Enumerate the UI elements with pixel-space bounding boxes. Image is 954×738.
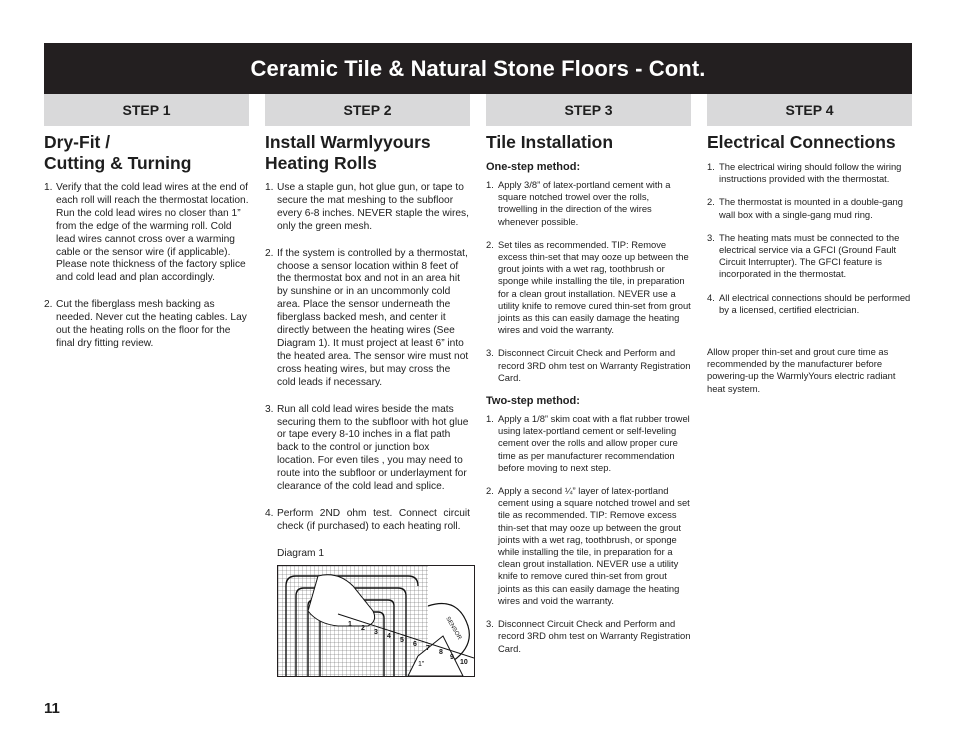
item-number: 1. [486, 179, 494, 190]
item-number: 2. [44, 299, 53, 311]
item-text: Apply a 1/8” skim coat with a flat rubber trowel using latex-portland cement or self-leveling cement over the rolls and allow proper cure time as per manufacturer recommendation before moving to next step. [498, 413, 690, 473]
item-text: Set tiles as recommended. TIP: Remove excess thin-set that may ooze up between the grout joints with a wet rag, toothbrush or sponge while installing the tile, in preparation for a clean grout installation. NEVER use a utility knife to remove cured thin-set from grout joints as this can easily damage the heating wires and void the warranty. [498, 238, 691, 336]
ruler-tick: 8 [439, 648, 443, 656]
list-item [265, 508, 470, 534]
step-2-heading-line-1: Install Warmlyyours [265, 132, 431, 152]
item-text: The heating mats must be connected to the electrical service via a GFCI (Ground Fault Circuit Interrupter). The GFCI feature is incorporated in the thermostat. [719, 231, 900, 280]
ruler-tick: 6 [413, 640, 417, 648]
dimension-label: 1” [418, 660, 425, 668]
list-item [44, 182, 249, 285]
title-bar [44, 43, 912, 94]
item-number: 1. [44, 182, 53, 193]
step-3-tab: STEP 3 [486, 94, 691, 126]
list-item [486, 413, 691, 474]
step-4-list [707, 161, 912, 316]
item-number: 2. [486, 238, 494, 250]
item-number: 2. [486, 485, 494, 497]
list-item [707, 196, 912, 220]
item-text: Apply a second ¼” layer of latex-portland cement using a square notched trowel and set tile as recommended. TIP: Remove excess thin-set that may ooze up between the grout joints with a wet rag, toothbrush, or sponge while installing the tile, in preparation for a clean grout installation. NEVER use a utility knife to remove cured thin-set from grout joints as this can easily damage the heating wires and void the warranty. [498, 485, 690, 606]
one-step-list [486, 179, 691, 384]
ruler-tick: 7 [426, 644, 430, 652]
diagram-1 [277, 565, 475, 677]
one-step-method-heading: One-step method: [486, 161, 581, 173]
two-step-method-heading: Two-step method: [486, 395, 580, 408]
item-number: 1. [486, 413, 494, 425]
ruler-tick: 9 [450, 653, 454, 661]
item-text: Cut the fiberglass mesh backing as needed. Never cut the heating cables. Lay out the heating rolls on the floor for the final dry fitting review. [56, 299, 247, 349]
list-item [486, 179, 691, 228]
list-item [486, 347, 691, 384]
item-number: 3. [486, 347, 494, 359]
cure-time-note: Allow proper thin-set and grout cure time as recommended by the manufacturer before powering-up the WarmlyYours electric radiant heat system. [707, 346, 896, 394]
step-1-column [44, 132, 249, 365]
item-text: All electrical connections should be performed by a licensed, certified electrician. [719, 291, 911, 315]
list-item [486, 618, 691, 655]
list-item [707, 232, 912, 281]
item-text: If the system is controlled by a thermostat, choose a sensor location within 8 feet of the thermostat box and not in an area hit by sunshine or in an uncommonly cold area. Place the sensor underneath the fiberglass backed mesh, and center it directly between the heating wires (See Diagram 1). It must project at least 6” into the heated area. The sensor wire must not cross heating wires, but may cross the cold leads if necessary. [277, 247, 469, 388]
item-number: 1. [707, 161, 715, 172]
diagram-label: Diagram 1 [277, 547, 324, 559]
ruler-tick: 2 [361, 624, 365, 632]
step-3-column [486, 132, 691, 666]
two-step-list [486, 413, 691, 655]
item-text: The thermostat is mounted in a double-gang wall box with a single-gang mud ring. [719, 196, 903, 220]
step-2-tab: STEP 2 [265, 94, 470, 126]
list-item [707, 292, 912, 316]
item-text: Run all cold lead wires beside the mats securing them to the subfloor with hot glue or tape every 8-10 inches in a flat path back to the control or junction box location. For even tiles , you may need to route into the subfloor or underlayment for clearance of the cold lead and splice. [277, 403, 469, 493]
diagram-1-illustration [278, 566, 474, 676]
step-2-heading [265, 132, 470, 174]
item-text: Disconnect Circuit Check and Perform and record 3RD ohm test on Warranty Registration Card. [498, 618, 691, 654]
page-number: 11 [44, 700, 60, 717]
list-item [265, 404, 470, 494]
item-number: 4. [265, 507, 274, 519]
list-item [265, 182, 470, 234]
step-2-list [265, 182, 470, 534]
step-1-heading-line-1: Dry-Fit / [44, 132, 111, 152]
step-4-column [707, 132, 912, 395]
step-1-heading-line-2: Cutting & Turning [44, 153, 192, 173]
sensor-label: SENSOR [444, 615, 463, 641]
item-text: Use a staple gun, hot glue gun, or tape to secure the mat meshing to the subfloor every 6-8 inches. NEVER staple the wires, only the green mesh. [277, 182, 469, 232]
item-text: Perform 2ND ohm test. Connect circuit check (if purchased) to each heating roll. [277, 507, 470, 532]
step-2-column [265, 132, 470, 677]
step-4-heading: Electrical Connections [707, 132, 896, 152]
page-title: Ceramic Tile & Natural Stone Floors - Cont. [250, 55, 706, 81]
list-item [44, 299, 249, 351]
item-number: 3. [486, 618, 494, 630]
item-number: 2. [265, 247, 274, 259]
step-1-heading [44, 132, 249, 174]
ruler-tick: 1 [348, 620, 352, 628]
step-3-heading: Tile Installation [486, 132, 614, 152]
item-number: 1. [265, 182, 274, 193]
ruler-tick: 5 [400, 636, 404, 644]
item-text: Verify that the cold lead wires at the end of each roll will reach the thermostat location. Run the cold lead wires no closer than 1” from the edge of the warming roll. Cold lead wires cannot cross over a warming cable or the sensor wire (if applicable). Please note thickness of the factory splice and cold lead and plan accordingly. [56, 182, 249, 284]
step-4-tab: STEP 4 [707, 94, 912, 126]
ruler-tick: 10 [460, 658, 468, 666]
step-2-heading-line-2: Heating Rolls [265, 153, 377, 173]
item-number: 3. [707, 231, 715, 243]
list-item [486, 485, 691, 607]
item-number: 3. [265, 403, 274, 415]
item-number: 4. [707, 291, 715, 303]
item-text: The electrical wiring should follow the wiring instructions provided with the thermostat. [719, 161, 902, 185]
ruler-tick: 4 [387, 632, 391, 640]
step-1-tab: STEP 1 [44, 94, 249, 126]
list-item [265, 248, 470, 390]
list-item [486, 239, 691, 337]
item-number: 2. [707, 196, 715, 208]
step-1-list [44, 182, 249, 351]
ruler-tick: 3 [374, 628, 378, 636]
item-text: Apply 3/8” of latex-portland cement with a square notched trowel over the rolls, trowelling in the direction of the wires whenever possible. [498, 179, 671, 227]
list-item [707, 161, 912, 185]
item-text: Disconnect Circuit Check and Perform and record 3RD ohm test on Warranty Registration Card. [498, 347, 691, 383]
